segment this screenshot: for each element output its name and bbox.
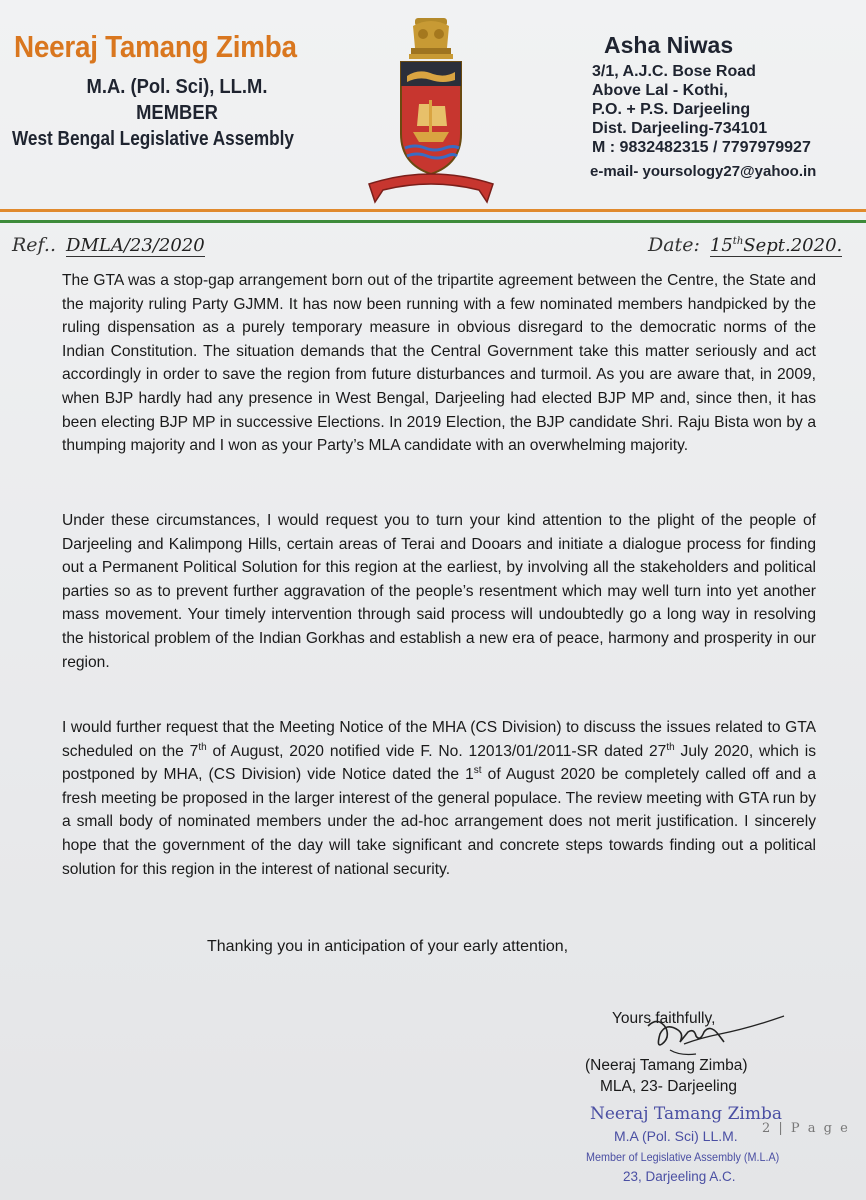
- paragraph-text: of August 2020 be completely called off and a fresh meeting be proposed in the larger interest of the general populace. The review meeting with GTA run by a small body of nominated members under the ad-hoc arrangement does not merit justification. I sincerely hope that the government of the day will take significant and concrete steps towards finding out a political solution for this region in the interest of national security.: [62, 766, 817, 878]
- email-line: e-mail- yoursology27@yahoo.in: [590, 163, 817, 180]
- address-line: Dist. Darjeeling-734101: [592, 120, 768, 137]
- address-line: Above Lal - Kothi,: [592, 82, 728, 99]
- ordinal-suffix: th: [198, 741, 207, 753]
- date-day: 15: [709, 235, 733, 256]
- paragraph-text: I would further request that the Meeting Notice of the MHA (CS Division) to discuss the issues related to GTA scheduled on the 7: [62, 719, 816, 760]
- ordinal-suffix: th: [666, 741, 675, 753]
- address-line: P.O. + P.S. Darjeeling: [592, 101, 751, 118]
- letterhead-sender: [12, 30, 342, 152]
- sender-name: Neeraj Tamang Zimba: [14, 29, 297, 64]
- reference-label: Ref..: [12, 234, 56, 256]
- date-value: [710, 235, 842, 257]
- stamp-constituency: 23, Darjeeling A.C.: [623, 1169, 736, 1184]
- page-number: 2 | P a g e: [762, 1121, 850, 1136]
- date-day-suffix: th: [732, 236, 744, 247]
- reference: [12, 234, 205, 256]
- closing-thanks: Thanking you in anticipation of your early attention,: [207, 938, 569, 955]
- paragraph-text: July 2020, which is postponed by MHA, (CS Division) vide Notice dated the 1: [62, 742, 816, 784]
- letterhead-rule-green: [0, 220, 866, 223]
- letterhead-rule-orange: [0, 209, 866, 212]
- stamp-degree: M.A (Pol. Sci) LL.M.: [614, 1128, 738, 1144]
- body-paragraph-3: [62, 716, 816, 881]
- address-line: 3/1, A.J.C. Bose Road: [592, 63, 756, 80]
- state-emblem-icon: [363, 14, 499, 214]
- date-rest: Sept.2020.: [743, 235, 843, 256]
- sender-assembly: West Bengal Legislative Assembly: [12, 128, 294, 150]
- stamp-name: Neeraj Tamang Zimba: [590, 1104, 782, 1124]
- sender-role: MEMBER: [136, 102, 218, 124]
- signatory-name: (Neeraj Tamang Zimba): [585, 1057, 748, 1074]
- body-paragraph-1: The GTA was a stop-gap arrangement born out of the tripartite agreement between the Centre, the State and the majority ruling Party GJMM. It has now been running with a few nominated members handpicked by the ruling dispensation as a purely temporary measure in obvious disregard to the democratic norms of the Indian Constitution. The situation demands that the Central Government take this matter seriously and act accordingly in order to save the region from future disturbances and turmoil. As you are aware that, in 2009, when BJP hardly had any presence in West Bengal, Darjeeling had elected BJP MP and, since then, it has been electing BJP MP in successive Elections. In 2019 Election, the BJP candidate Shri. Raju Bista won by a thumping majority and I won as your Party’s MLA candidate with an overwhelming majority.: [62, 272, 816, 455]
- date-label: Date:: [648, 234, 700, 256]
- body-paragraph-2: Under these circumstances, I would request you to turn your kind attention to the plight of the people of Darjeeling and Kalimpong Hills, certain areas of Terai and Dooars and initiate a dialogue process for finding out a Permanent Political Solution for this region at the earliest, by involving all the stakeholders and political parties so as to prevent further aggravation of the people’s resentment which may well turn into yet another mass movement. Your timely intervention through said process will undoubtedly go a long way in resolving the historical problem of the Indian Gorkhas and establish a new era of peace, harmony and prosperity in our region.: [62, 512, 816, 671]
- closing-salutation: Yours faithfully,: [612, 1010, 716, 1027]
- sender-degree: M.A. (Pol. Sci), LL.M.: [86, 76, 268, 98]
- paragraph-text: of August, 2020 notified vide F. No. 12013/01/2011-SR dated 27: [206, 742, 667, 760]
- stamp-member: Member of Legislative Assembly (M.L.A): [586, 1150, 780, 1164]
- house-name: Asha Niwas: [604, 32, 734, 58]
- reference-number: DMLA/23/2020: [66, 235, 205, 256]
- signatory-role: MLA, 23- Darjeeling: [600, 1078, 737, 1095]
- ordinal-suffix: st: [473, 765, 482, 776]
- letterhead-address: [582, 30, 862, 180]
- phone-line: M : 9832482315 / 7797979927: [592, 139, 811, 156]
- date: [648, 234, 842, 256]
